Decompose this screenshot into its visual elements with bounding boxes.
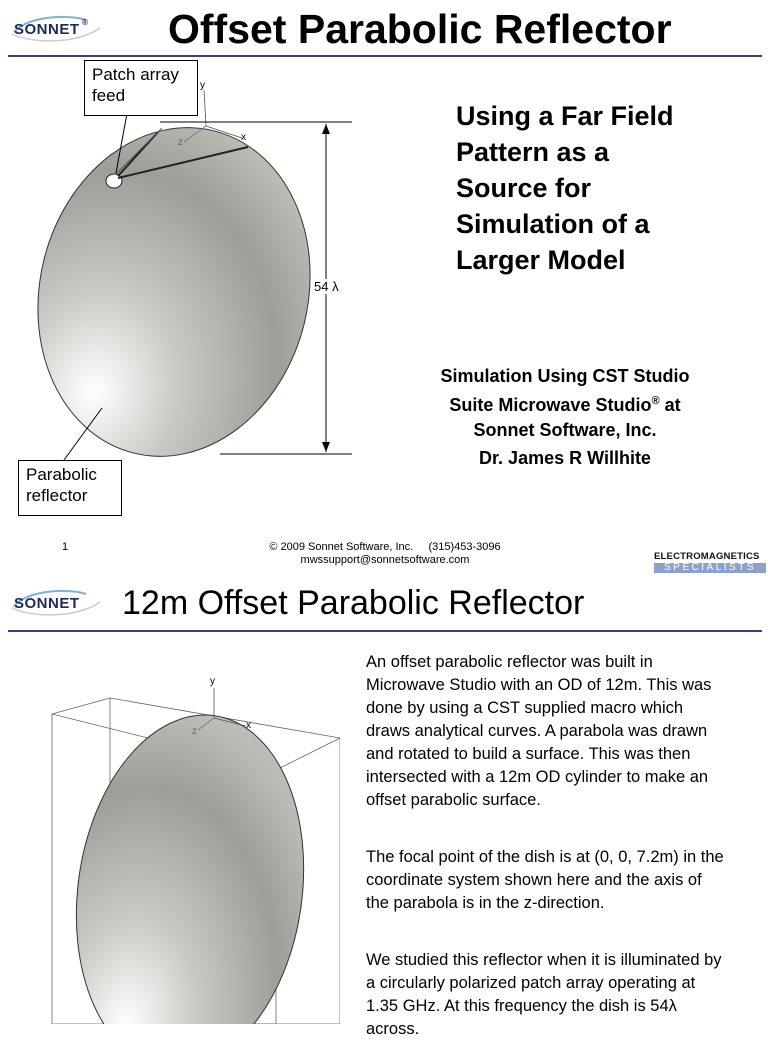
paragraph-3: We studied this reflector when it is illuminated by a circularly polarized patch array operating at 1.35 GHz. At this frequency the dish is 54λ across. <box>366 951 722 1038</box>
subtitle-line-4: Simulation of a <box>456 209 650 239</box>
footer <box>230 541 540 567</box>
credit-line-1: Simulation Using CST Studio <box>440 366 690 386</box>
page-number: 1 <box>62 541 69 553</box>
bounding-box-edge-1 <box>52 698 110 714</box>
sonnet-logo-2 <box>8 588 108 618</box>
axis-y-line <box>204 90 206 126</box>
credit-line-2-at: at <box>659 395 681 415</box>
author-name: Dr. James R Willhite <box>479 448 651 468</box>
dimension-label: 54 λ <box>314 279 339 294</box>
axis-label-y: y <box>200 80 205 91</box>
subtitle-line-3: Source for <box>456 173 592 203</box>
reflector-box-diagram <box>40 678 340 1024</box>
electromagnetics-specialists-badge <box>654 551 766 573</box>
credit-line-2 <box>410 389 720 418</box>
axis-label-z: z <box>178 137 183 148</box>
footer-line-2: mwssupport@sonnetsoftware.com <box>300 554 470 566</box>
callout-reflector-line-1: Parabolic <box>26 465 97 484</box>
feed-element <box>106 174 122 188</box>
slide-2 <box>0 580 768 1038</box>
parabolic-dish-2 <box>54 700 325 1024</box>
dimension-arrow-top <box>322 124 330 134</box>
slide-2-title: 12m Offset Parabolic Reflector <box>122 584 585 622</box>
callout-feed-line-1: Patch array <box>92 65 179 84</box>
callout-reflector-line-2: reflector <box>26 486 88 505</box>
sonnet-logo <box>8 14 108 44</box>
axis-label-z-2: z <box>192 726 197 737</box>
footer-line-1: © 2009 Sonnet Software, Inc. (315)453-3096 <box>269 541 501 553</box>
credit-registered-mark: ® <box>651 395 660 407</box>
logo-text-2: SONNET <box>14 595 80 612</box>
parabolic-dish <box>30 99 344 480</box>
badge-top-text: ELECTROMAGNETICS <box>654 551 760 562</box>
logo-text: SONNET <box>14 21 80 38</box>
subtitle-line-1: Using a Far Field <box>456 101 674 131</box>
axis-label-x: x <box>241 132 246 143</box>
axis-label-y-2: y <box>210 676 215 687</box>
credit-block <box>410 364 720 443</box>
credit-line-3: Sonnet Software, Inc. <box>473 420 657 440</box>
title-rule-2 <box>8 630 762 632</box>
slide-subtitle <box>456 98 756 278</box>
paragraph-2: The focal point of the dish is at (0, 0, 7.2m) in the coordinate system shown here and the axis of the parabola is in the z-direction. <box>366 848 724 912</box>
axis-label-x-2: x <box>246 720 251 731</box>
bounding-box-edge-2 <box>276 738 340 770</box>
callout-feed-line-2: feed <box>92 86 126 105</box>
badge-bottom-text: SPECIALISTS <box>654 563 766 573</box>
logo-registered-mark: ® <box>82 18 89 27</box>
slide-title: Offset Parabolic Reflector <box>168 6 672 52</box>
callout-parabolic-reflector <box>18 460 122 516</box>
credit-line-2-text: Suite Microwave Studio <box>449 395 652 415</box>
paragraph-1: An offset parabolic reflector was built in Microwave Studio with an OD of 12m. This was done by using a CST supplied macro which draws analytical curves. A parabola was drawn and rotated to build a surface. This was then intersected with a 12m OD cylinder to make an offset parabolic surface. <box>366 653 712 809</box>
subtitle-line-5: Larger Model <box>456 245 626 275</box>
dimension-arrow-bottom <box>322 442 330 452</box>
title-rule <box>8 55 762 57</box>
callout-patch-array-feed <box>84 60 198 116</box>
subtitle-line-2: Pattern as a <box>456 137 610 167</box>
